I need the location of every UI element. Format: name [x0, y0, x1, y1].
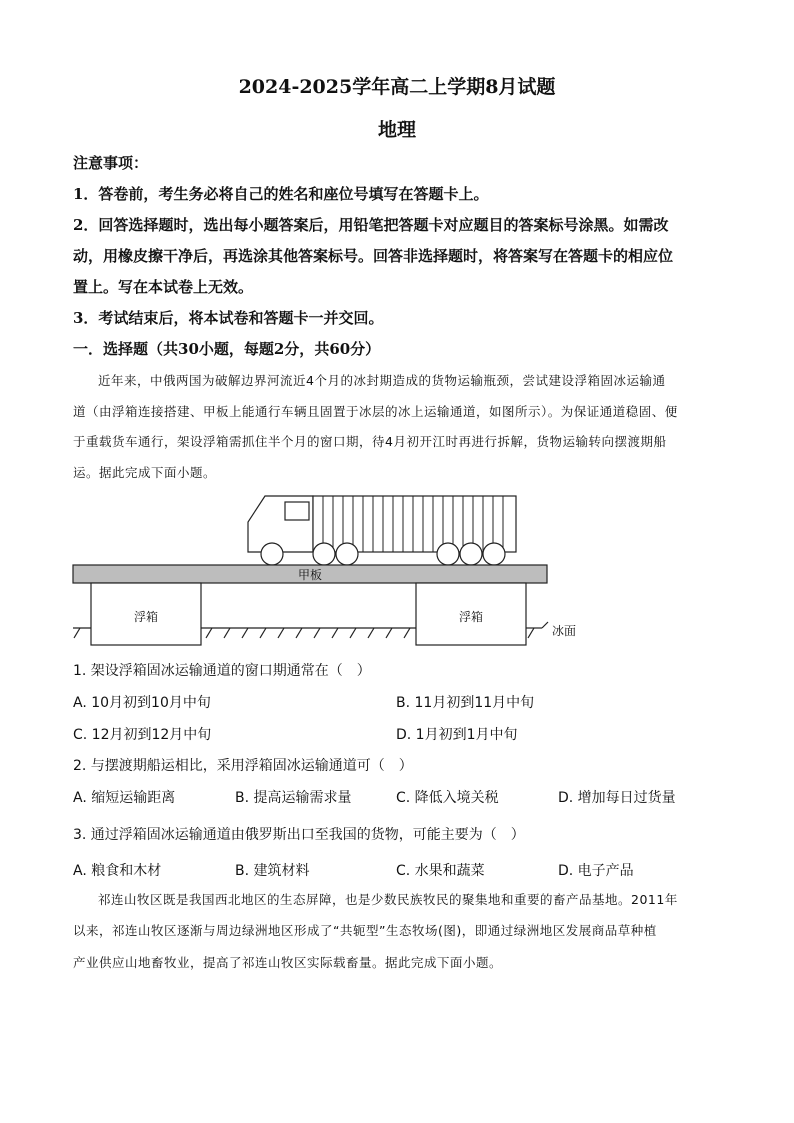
- notice-heading: 注意事项：: [73, 154, 149, 172]
- section-heading: 一．选择题（共30小题，每题2分，共60分）: [73, 340, 381, 358]
- pontoon-diagram: [60, 488, 590, 648]
- passage-line: 于重载货车通行，架设浮箱需抓住半个月的窗口期，待4月初开江时再进行拆解，货物运输转向摆渡期船: [73, 434, 667, 449]
- ice-label: 冰面: [552, 624, 577, 638]
- truck: [248, 496, 516, 565]
- passage-line: 道（由浮箱连接搭建、甲板上能通行车辆且固置于冰层的冰上运输通道，如图所示）。为保证通道稳固、便: [73, 404, 678, 419]
- option-a: A. 缩短运输距离: [73, 790, 176, 806]
- passage-line: 近年来，中俄两国为破解边界河流近4个月的冰封期造成的货物运输瓶颈，尝试建设浮箱固冰运输通: [98, 373, 666, 388]
- passage-line: 运。据此完成下面小题。: [73, 465, 217, 480]
- option-b: B. 11月初到11月中旬: [396, 695, 535, 711]
- subject-title: 地理: [377, 119, 416, 141]
- option-b: B. 提高运输需求量: [235, 790, 352, 806]
- question-stem: 2. 与摆渡期船运相比，采用浮箱固冰运输通道可（ ）: [73, 758, 413, 774]
- option-a: A. 粮食和木材: [73, 863, 162, 879]
- deck-label: 甲板: [297, 568, 323, 582]
- notice-item: 动，用橡皮擦干净后，再选涂其他答案标号。回答非选择题时，将答案写在答题卡的相应位: [73, 247, 674, 265]
- notice-item: 2．回答选择题时，选出每小题答案后，用铅笔把答题卡对应题目的答案标号涂黑。如需改: [73, 216, 669, 234]
- notice-item: 3．考试结束后，将本试卷和答题卡一并交回。: [73, 309, 384, 327]
- option-d: D. 增加每日过货量: [558, 790, 676, 806]
- pontoon-label: 浮箱: [133, 610, 159, 624]
- option-c: C. 降低入境关税: [396, 790, 499, 806]
- passage-line: 产业供应山地畜牧业，提高了祁连山牧区实际载畜量。据此完成下面小题。: [73, 955, 503, 970]
- notice-item: 1．答卷前，考生务必将自己的姓名和座位号填写在答题卡上。: [73, 185, 489, 203]
- question-stem: 3. 通过浮箱固冰运输通道由俄罗斯出口至我国的货物，可能主要为（ ）: [73, 827, 525, 843]
- passage-line: 祁连山牧区既是我国西北地区的生态屏障，也是少数民族牧民的聚集地和重要的畜产品基地。2011年: [98, 892, 678, 907]
- option-c: C. 水果和蔬菜: [396, 863, 485, 879]
- exam-title: 2024-2025学年高二上学期8月试题: [238, 76, 556, 98]
- pontoon-label: 浮箱: [458, 610, 484, 624]
- option-b: B. 建筑材料: [235, 863, 310, 879]
- option-c: C. 12月初到12月中旬: [73, 727, 212, 743]
- option-d: D. 电子产品: [558, 863, 634, 879]
- passage-line: 以来，祁连山牧区逐渐与周边绿洲地区形成了“共轭型”生态牧场(图)，即通过绿洲地区发展商品草种植: [73, 923, 657, 938]
- notice-item: 置上。写在本试卷上无效。: [73, 278, 254, 296]
- option-d: D. 1月初到1月中旬: [396, 727, 518, 743]
- option-a: A. 10月初到10月中旬: [73, 695, 211, 711]
- question-stem: 1. 架设浮箱固冰运输通道的窗口期通常在（ ）: [73, 663, 371, 679]
